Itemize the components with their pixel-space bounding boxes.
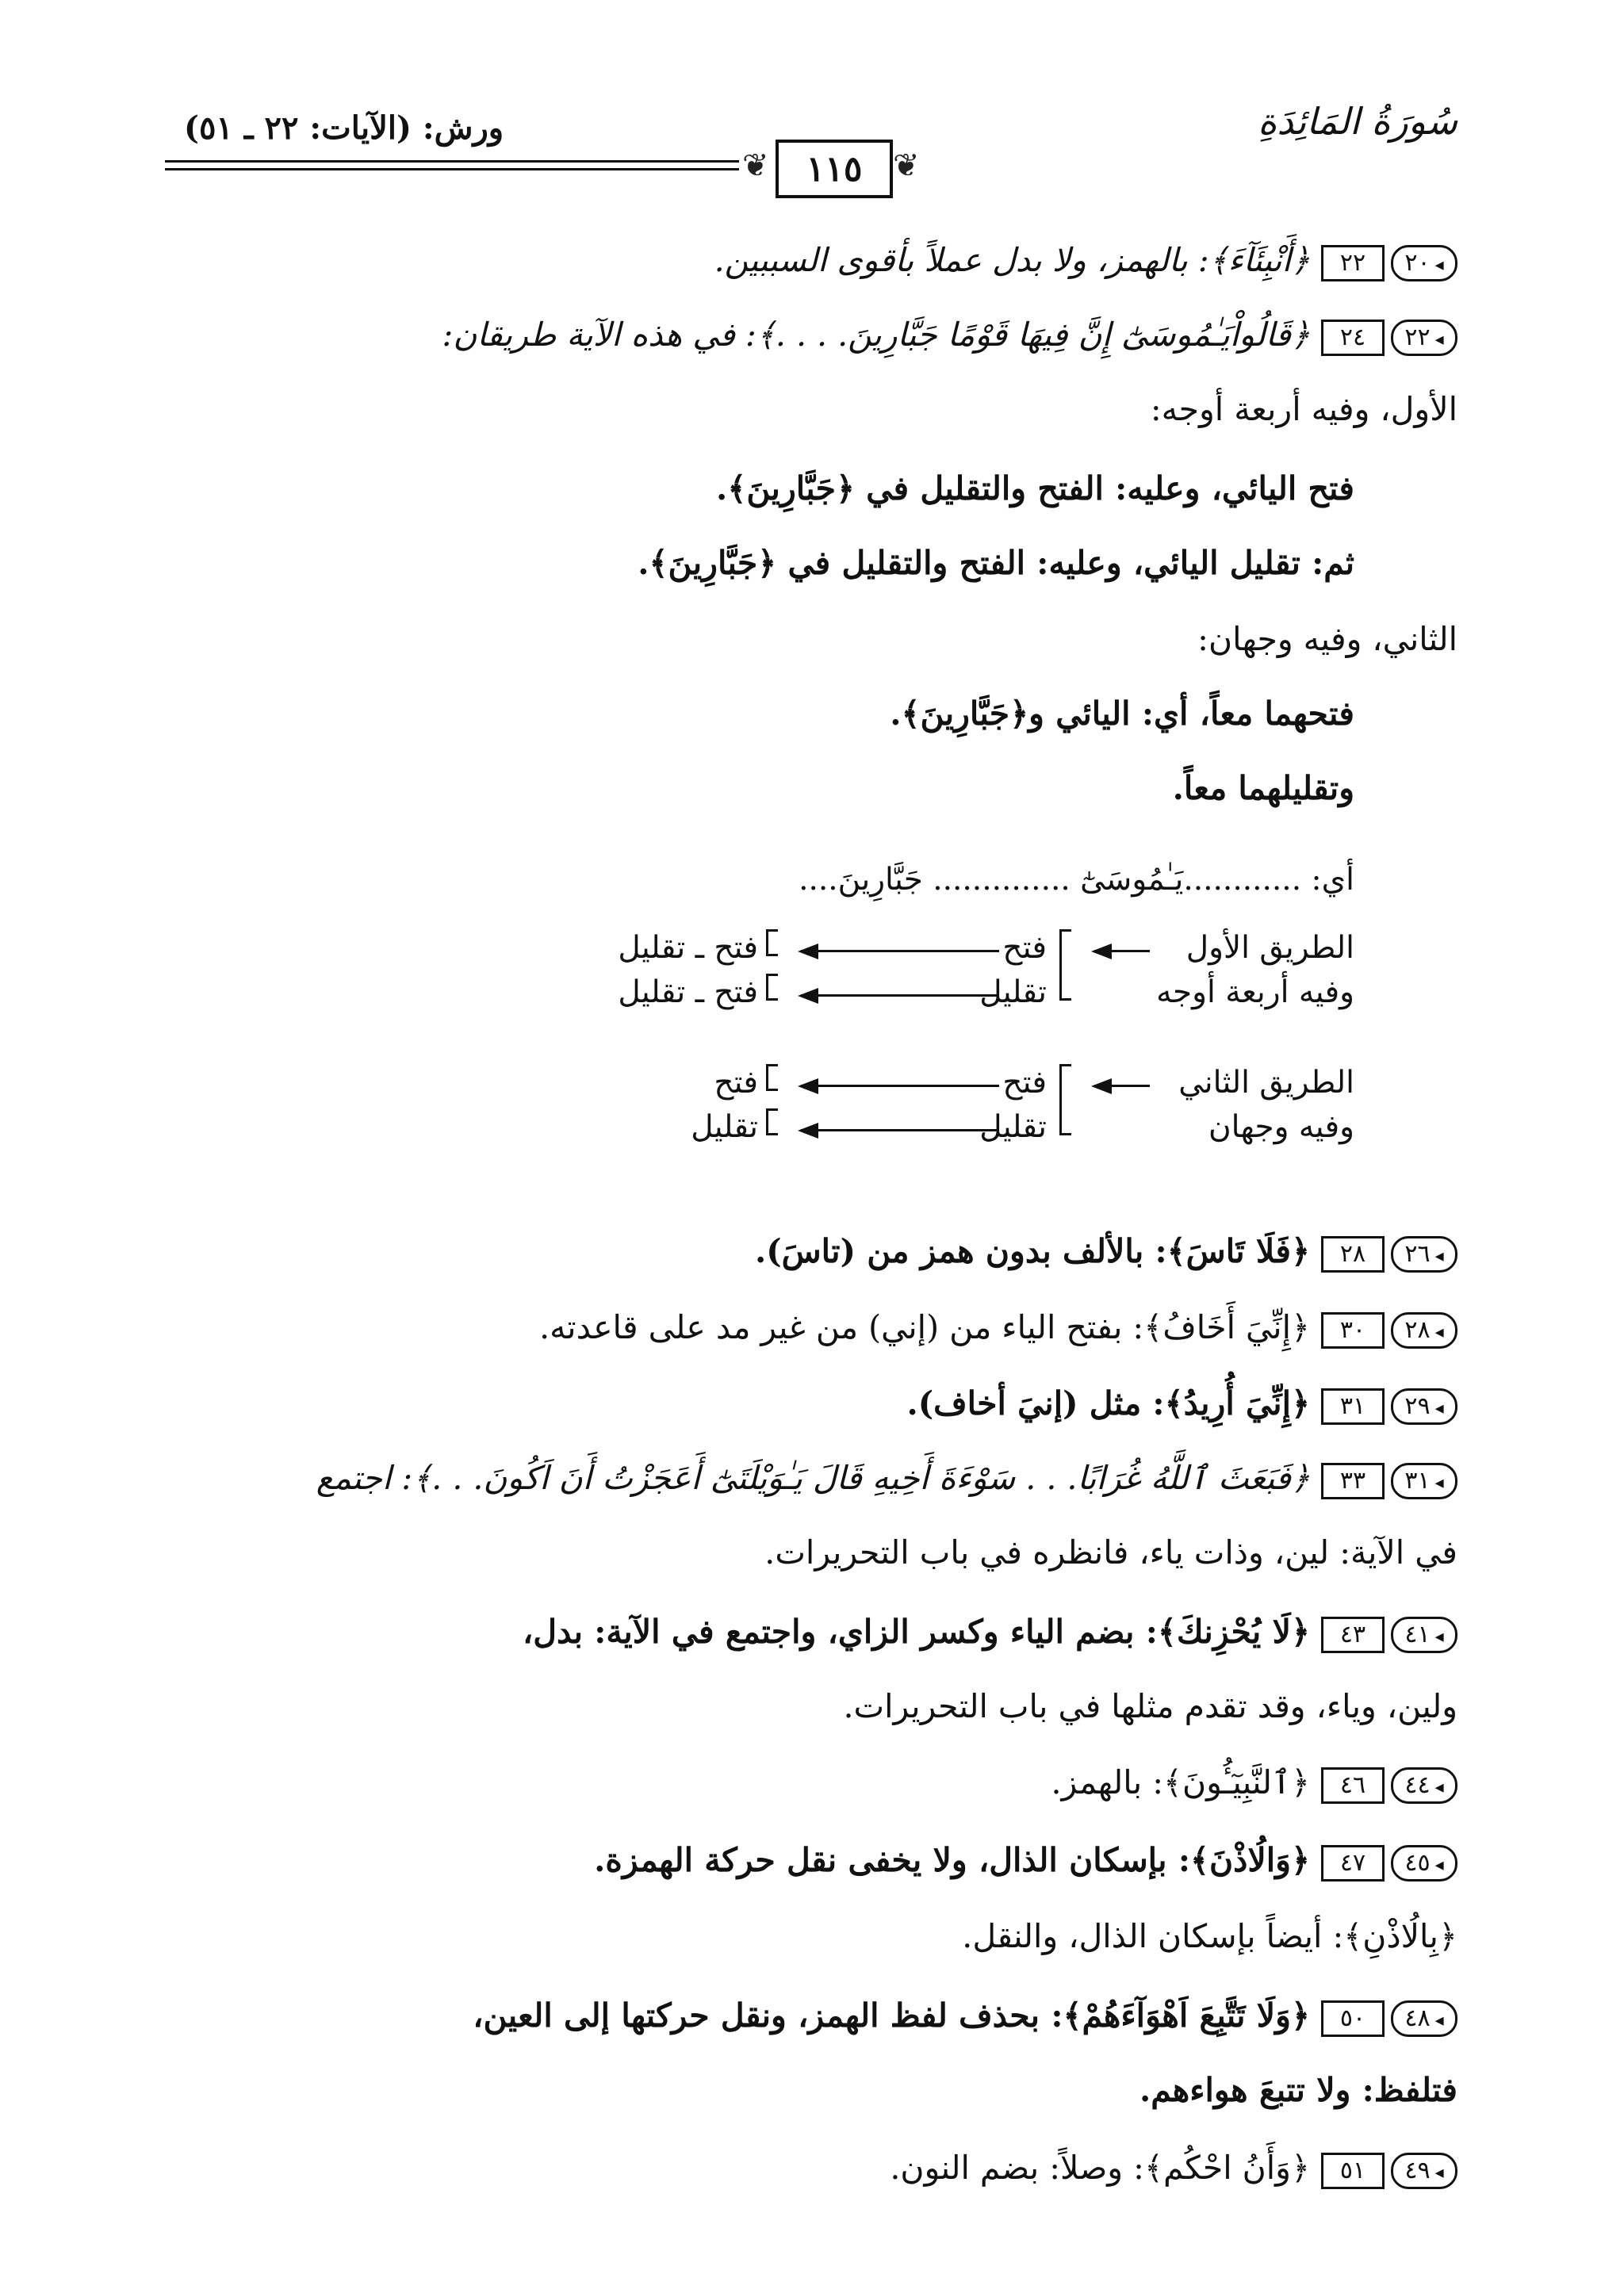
entry-text: ﴿وَأَنُ احْكُم﴾: وصلاً: بضم النون.: [890, 2149, 1310, 2187]
result-fath-taqlil: فتح ـ تقليل: [618, 974, 758, 1010]
text-line-bold: فتح اليائي، وعليه: الفتح والتقليل في ﴿جَبَّارِينَ﴾.: [716, 469, 1354, 507]
diagram-header: أي: ............يَـٰمُوسَىٰٓ .............. جَبَّارِينَ....: [799, 862, 1354, 898]
verse-number-box: ٤٣: [1321, 1617, 1385, 1653]
entry-text: ﴿إِنِّيَ أَخَافُ﴾: بفتح الياء من (إني) من غير مد على قاعدته.: [539, 1308, 1310, 1346]
entry-line: [890, 2144, 1457, 2192]
ornament-icon: ❦: [893, 147, 920, 184]
verse-number-pill: ◂ ٢٩: [1391, 1388, 1457, 1425]
arrow-icon: [801, 1085, 999, 1087]
entry-line: [1051, 1759, 1457, 1806]
entry-text: ﴿وَالُاذْنَ﴾: بإسكان الذال، ولا يخفى نقل حركة الهمزة.: [594, 1841, 1310, 1879]
page-number: ١١٥: [776, 140, 893, 198]
verse-number-box: ٤٦: [1321, 1767, 1385, 1804]
arrow-icon: [801, 994, 999, 997]
entry-text: ﴿فَبَعَثَ ٱللَّهُ غُرَابًا. . . سَوْءَةَ أَخِيهِ قَالَ يَـٰوَيْلَتَىٰٓ أَعَجَزْتُ أَنَ اَكُونَ. . .﴾: اجتمع: [316, 1459, 1310, 1497]
path2-sublabel: وفيه وجهان: [1208, 1109, 1354, 1145]
verse-number-pill: ◂ ٤٩: [1391, 2153, 1457, 2189]
text-line: الثاني، وفيه وجهان:: [1197, 620, 1457, 658]
result-taqlil: تقليل: [691, 1109, 758, 1145]
arrow-icon: [1094, 1085, 1150, 1087]
entry-line: [184, 1608, 1457, 1656]
path1-sublabel: وفيه أربعة أوجه: [1156, 974, 1354, 1010]
path2-option-taqlil: تقليل: [979, 1109, 1047, 1145]
verse-number-pill: ◂ ٤٨: [1391, 2000, 1457, 2037]
verse-number-box: ٣٠: [1321, 1312, 1385, 1349]
entry-line: [714, 236, 1457, 284]
entry-text: ﴿أَنْبِئَآءَ﴾: بالهمز، ولا بدل عملاً بأقوى السببين.: [714, 241, 1310, 279]
ornament-icon: ❦: [742, 147, 769, 184]
entry-line: [184, 1836, 1457, 1884]
bracket: [766, 974, 778, 1001]
bracket: [766, 1108, 778, 1135]
verse-number-pill: ◂ ٤٤: [1391, 1767, 1457, 1804]
verse-number-pill: ◂ ٢٦: [1391, 1236, 1457, 1273]
result-fath-taqlil: فتح ـ تقليل: [618, 930, 758, 966]
text-line: ولين، وياء، وقد تقدم مثلها في باب التحريرات.: [843, 1687, 1457, 1725]
entry-text: ﴿فَلَا تَاسَ﴾: بالألف بدون همز من (تاسَ).: [754, 1232, 1310, 1270]
arrow-icon: [801, 950, 999, 952]
text-line-bold: وتقليلهما معاً.: [1172, 769, 1354, 807]
verse-number-pill: ◂ ٤١: [1391, 1617, 1457, 1653]
path1-option-fath: فتح: [1002, 930, 1047, 966]
entry-text: ﴿إِنِّيَ أُرِيدُ﴾: مثل (إنيَ أخاف).: [906, 1384, 1310, 1422]
entry-line: [539, 1303, 1457, 1351]
entry-line: [184, 1454, 1457, 1502]
bracket: [1059, 1064, 1071, 1135]
verse-range: ورش: (الآيات: ٢٢ ـ ٥١): [184, 109, 504, 147]
entry-line: [184, 1992, 1457, 2039]
verse-number-pill: ◂ ٤٥: [1391, 1845, 1457, 1881]
bracket: [766, 929, 778, 956]
text-line: في الآية: لين، وذات ياء، فانظره في باب التحريرات.: [764, 1533, 1457, 1571]
text-line-bold: فتلفظ: ولا تتبعَ هواءهم.: [1139, 2071, 1457, 2109]
text-line: ﴿بِالُاذْنِ﴾: أيضاً بإسكان الذال، والنقل.: [962, 1917, 1457, 1955]
verse-number-box: ٣١: [1321, 1388, 1385, 1425]
result-fath: فتح: [714, 1065, 758, 1101]
entry-text: ﴿ٱلنَّبِيٓـُٔونَ﴾: بالهمز.: [1051, 1763, 1310, 1801]
path1-label: الطريق الأول: [1185, 930, 1354, 966]
entry-line: [442, 311, 1457, 358]
surah-title: سُورَةُ المَائِدَةِ: [1258, 100, 1457, 143]
header-rule-left-2: [184, 168, 739, 170]
text-line-bold: ثم: تقليل اليائي، وعليه: الفتح والتقليل في ﴿جَبَّارِينَ﴾.: [638, 544, 1354, 582]
bracket: [1059, 929, 1071, 1001]
verse-number-pill: ◂ ٢٠: [1391, 245, 1457, 281]
verse-number-pill: ◂ ٢٢: [1391, 320, 1457, 356]
path2-label: الطريق الثاني: [1178, 1065, 1354, 1101]
verse-number-box: ٤٧: [1321, 1845, 1385, 1881]
verse-number-box: ٢٢: [1321, 245, 1385, 281]
bracket: [766, 1064, 778, 1091]
text-line-bold: فتحهما معاً، أي: اليائي و﴿جَبَّارِينَ﴾.: [890, 695, 1354, 733]
entry-text: ﴿وَلَا تَتَّبِعَ اَهْوَآءَهُمْ﴾: بحذف لفظ الهمز، ونقل حركتها إلى العين،: [473, 1996, 1310, 2035]
verse-number-box: ٥١: [1321, 2153, 1385, 2189]
verse-number-box: ٣٣: [1321, 1463, 1385, 1499]
verse-number-box: ٥٠: [1321, 2000, 1385, 2037]
header-rule-left: [184, 160, 739, 163]
arrow-icon: [1094, 950, 1150, 952]
verse-number-pill: ◂ ٢٨: [1391, 1312, 1457, 1349]
arrow-icon: [801, 1129, 999, 1131]
entry-line: [906, 1380, 1457, 1427]
text-line: الأول، وفيه أربعة أوجه:: [1150, 390, 1457, 428]
entry-text: ﴿قَالُواْيَـٰمُوسَىٰٓ إِنَّ فِيهَا قَوْمًا جَبَّارِينَ. . . .﴾: في هذه الآية طريقان:: [442, 316, 1310, 354]
entry-text: ﴿لَا يُحْزِنكَ﴾: بضم الياء وكسر الزاي، واجتمع في الآية: بدل،: [523, 1613, 1310, 1651]
verse-number-pill: ◂ ٣١: [1391, 1463, 1457, 1499]
verse-number-box: ٢٤: [1321, 320, 1385, 356]
path2-option-fath: فتح: [1002, 1065, 1047, 1101]
entry-line: [755, 1227, 1457, 1275]
verse-number-box: ٢٨: [1321, 1236, 1385, 1273]
path1-option-taqlil: تقليل: [979, 974, 1047, 1010]
